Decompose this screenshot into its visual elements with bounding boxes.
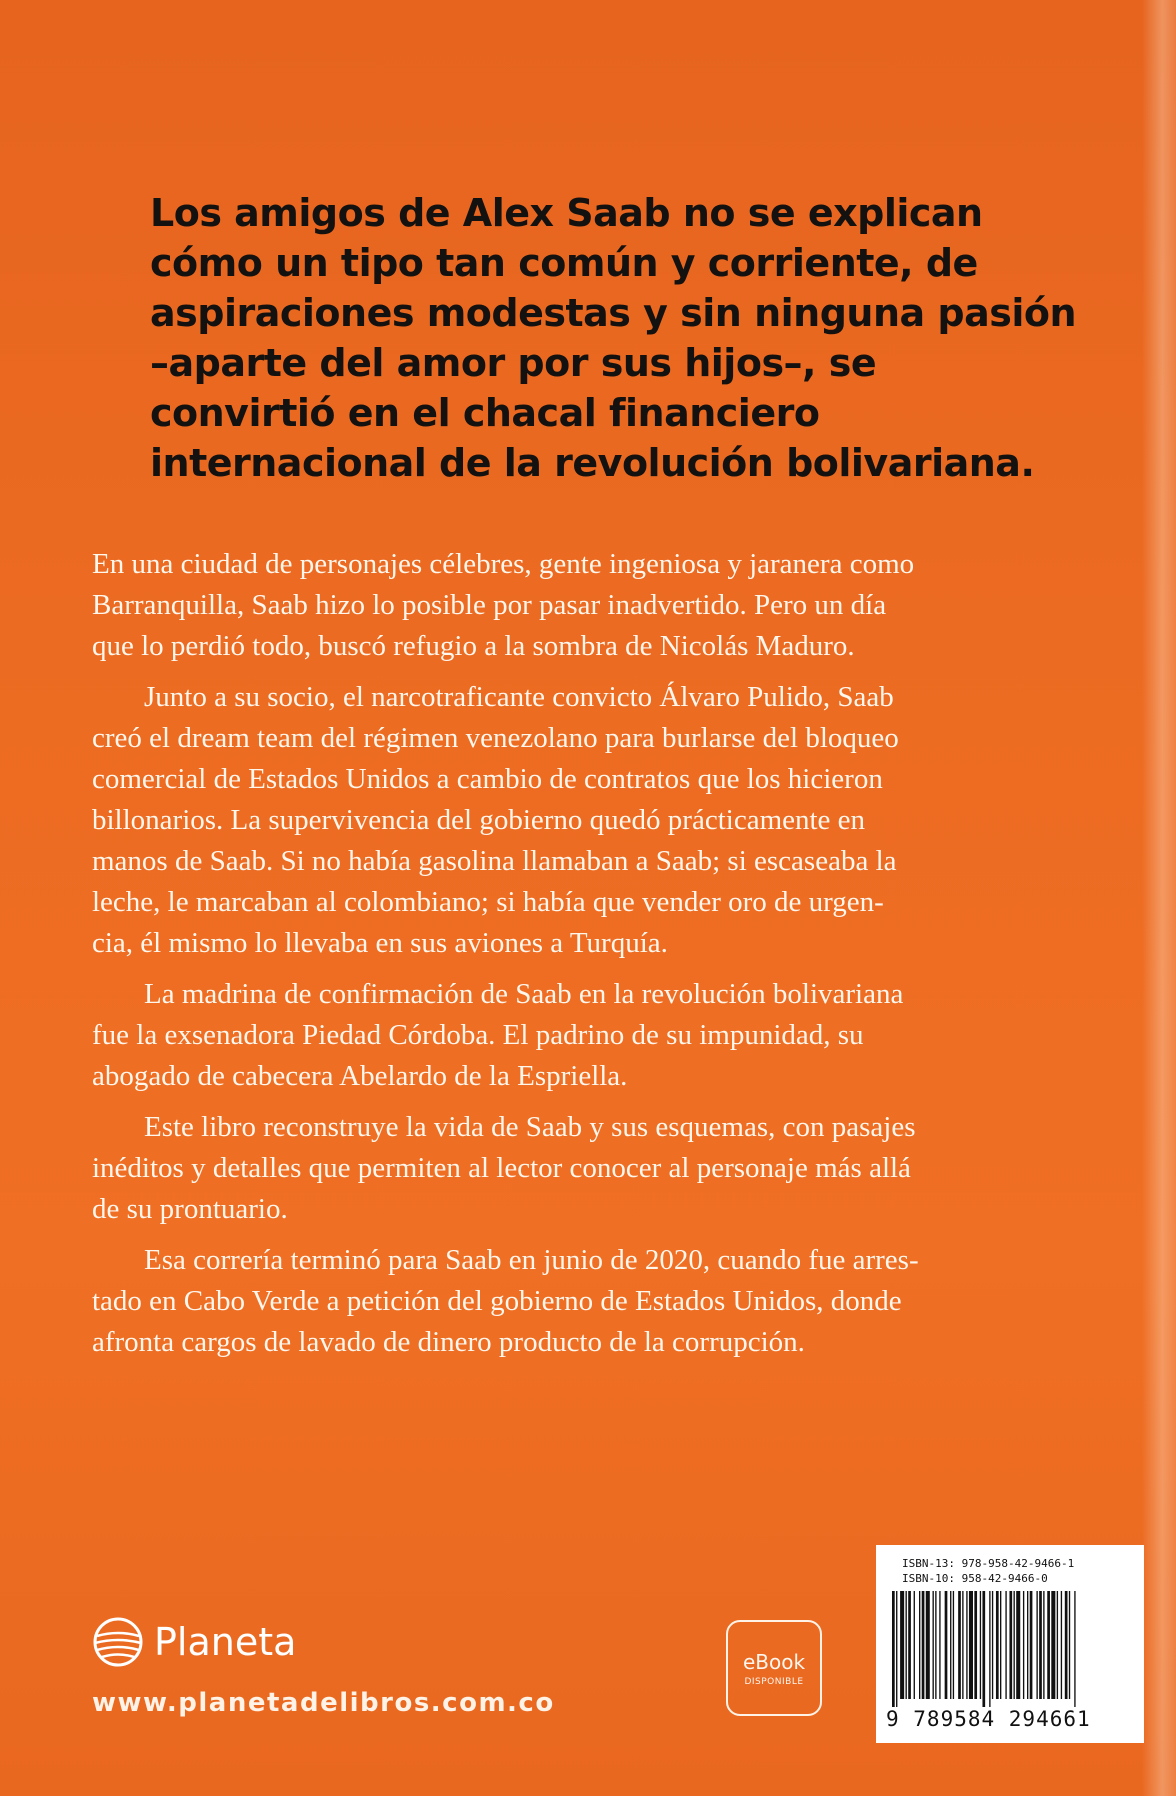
barcode-bar bbox=[892, 1591, 895, 1707]
barcode-bar bbox=[1057, 1591, 1058, 1699]
ebook-badge bbox=[726, 1620, 822, 1716]
headline-line: internacional de la revolución bolivariana. bbox=[150, 441, 1035, 485]
text-line: leche, le marcaban al colombiano; si había que vender oro de urgen- bbox=[92, 886, 884, 918]
planeta-logo bbox=[92, 1616, 296, 1668]
ebook-sublabel: DISPONIBLE bbox=[744, 1676, 804, 1687]
barcode-bar bbox=[953, 1591, 954, 1699]
headline-line: –aparte del amor por sus hijos–, se bbox=[150, 341, 877, 385]
barcode-bar bbox=[1043, 1591, 1044, 1699]
barcode-bar bbox=[926, 1591, 930, 1699]
text-line: billonarios. La supervivencia del gobierno quedó prácticamente en bbox=[92, 804, 866, 836]
isbn-10: ISBN-10: 958-42-9466-0 bbox=[902, 1572, 1048, 1585]
barcode-bar bbox=[914, 1591, 915, 1699]
barcode-bar bbox=[939, 1591, 940, 1699]
headline-line: aspiraciones modestas y sin ninguna pasión bbox=[150, 291, 1077, 335]
barcode-bar bbox=[1016, 1591, 1020, 1699]
text-line: fue la exsenadora Piedad Córdoba. El padrino de su impunidad, su bbox=[92, 1019, 864, 1051]
barcode-bar bbox=[1051, 1591, 1055, 1699]
barcode-icon bbox=[892, 1591, 1128, 1707]
barcode-bar bbox=[1027, 1591, 1028, 1699]
barcode-bar bbox=[989, 1591, 990, 1707]
barcode-bar bbox=[922, 1591, 925, 1699]
text-line: Barranquilla, Saab hizo lo posible por pasar inadvertido. Pero un día bbox=[92, 589, 887, 621]
barcode-bar bbox=[1030, 1591, 1033, 1699]
text-line: Este libro reconstruye la vida de Saab y sus esquemas, con pasajes bbox=[144, 1111, 916, 1143]
barcode-bar bbox=[945, 1591, 948, 1699]
barcode-bar bbox=[908, 1591, 911, 1699]
text-line: comercial de Estados Unidos a cambio de contratos que los hicieron bbox=[92, 763, 883, 795]
barcode-bar bbox=[980, 1591, 981, 1699]
planeta-globe-icon bbox=[92, 1616, 144, 1668]
barcode-bar bbox=[1061, 1591, 1062, 1699]
synopsis-paragraph-5 bbox=[92, 1240, 1092, 1363]
text-line: Junto a su socio, el narcotraficante convicto Álvaro Pulido, Saab bbox=[144, 681, 894, 713]
text-line: creó el dream team del régimen venezolano para burlarse del bloqueo bbox=[92, 722, 899, 754]
text-line: En una ciudad de personajes célebres, gente ingeniosa y jaranera como bbox=[92, 548, 915, 580]
barcode-bar bbox=[896, 1591, 897, 1707]
isbn-13: ISBN-13: 978-958-42-9466-1 bbox=[902, 1557, 1075, 1570]
cover-headline bbox=[150, 188, 1080, 488]
barcode-bar bbox=[1000, 1591, 1001, 1699]
headline-line: convirtió en el chacal financiero bbox=[150, 391, 820, 435]
barcode-bar bbox=[1009, 1591, 1012, 1699]
barcode-bar bbox=[958, 1591, 961, 1699]
synopsis-paragraph-2 bbox=[92, 677, 1092, 964]
barcode-bar bbox=[974, 1591, 977, 1699]
text-line: Esa correría terminó para Saab en junio de 2020, cuando fue arres- bbox=[144, 1244, 919, 1276]
barcode-bar bbox=[1039, 1591, 1042, 1699]
text-line: abogado de cabecera Abelardo de la Espriella. bbox=[92, 1060, 628, 1092]
headline-line: cómo un tipo tan común y corriente, de bbox=[150, 241, 978, 285]
publisher-website: www.planetadelibros.com.co bbox=[92, 1688, 555, 1718]
text-line: de su prontuario. bbox=[92, 1193, 288, 1225]
barcode-bar bbox=[966, 1591, 967, 1699]
barcode-bar bbox=[962, 1591, 963, 1699]
text-line: La madrina de confirmación de Saab en la revolución bolivariana bbox=[144, 978, 904, 1010]
barcode-bar bbox=[950, 1591, 951, 1699]
barcode-bar bbox=[1036, 1591, 1037, 1699]
barcode-bar bbox=[1047, 1591, 1050, 1699]
synopsis-paragraph-3 bbox=[92, 974, 1092, 1097]
barcode-bar bbox=[919, 1591, 920, 1699]
barcode-bar bbox=[935, 1591, 936, 1699]
barcode-bar bbox=[992, 1591, 993, 1699]
barcode-bar bbox=[933, 1591, 934, 1699]
synopsis bbox=[92, 544, 1092, 1373]
barcode-bar bbox=[969, 1591, 973, 1699]
barcode-bar bbox=[1014, 1591, 1015, 1699]
barcode-digits: 9 789584 294661 bbox=[886, 1707, 1091, 1731]
text-line: que lo perdió todo, buscó refugio a la sombra de Nicolás Maduro. bbox=[92, 630, 855, 662]
barcode-bar bbox=[1069, 1591, 1070, 1699]
synopsis-paragraph-4 bbox=[92, 1107, 1092, 1230]
text-line: tado en Cabo Verde a petición del gobierno de Estados Unidos, donde bbox=[92, 1285, 902, 1317]
barcode-bar bbox=[906, 1591, 907, 1699]
synopsis-paragraph-1 bbox=[92, 544, 1092, 667]
text-line: cia, él mismo lo llevaba en sus aviones a Turquía. bbox=[92, 927, 668, 959]
text-line: inéditos y detalles que permiten al lector conocer al personaje más allá bbox=[92, 1152, 911, 1184]
publisher-name: Planeta bbox=[154, 1620, 297, 1664]
barcode-bar bbox=[1074, 1591, 1075, 1707]
isbn-barcode-panel bbox=[876, 1545, 1144, 1743]
text-line: afronta cargos de lavado de dinero producto de la corrupción. bbox=[92, 1326, 805, 1358]
text-line: manos de Saab. Si no había gasolina llamaban a Saab; si escaseaba la bbox=[92, 845, 897, 877]
ebook-label: eBook bbox=[742, 1649, 806, 1674]
barcode-bar bbox=[1065, 1591, 1068, 1699]
barcode-bar bbox=[982, 1591, 985, 1707]
barcode-bar bbox=[996, 1591, 999, 1699]
headline-line: Los amigos de Alex Saab no se explican bbox=[150, 191, 983, 235]
barcode-bar bbox=[900, 1591, 904, 1699]
barcode-bar bbox=[1005, 1591, 1006, 1699]
barcode-bar bbox=[1023, 1591, 1024, 1699]
